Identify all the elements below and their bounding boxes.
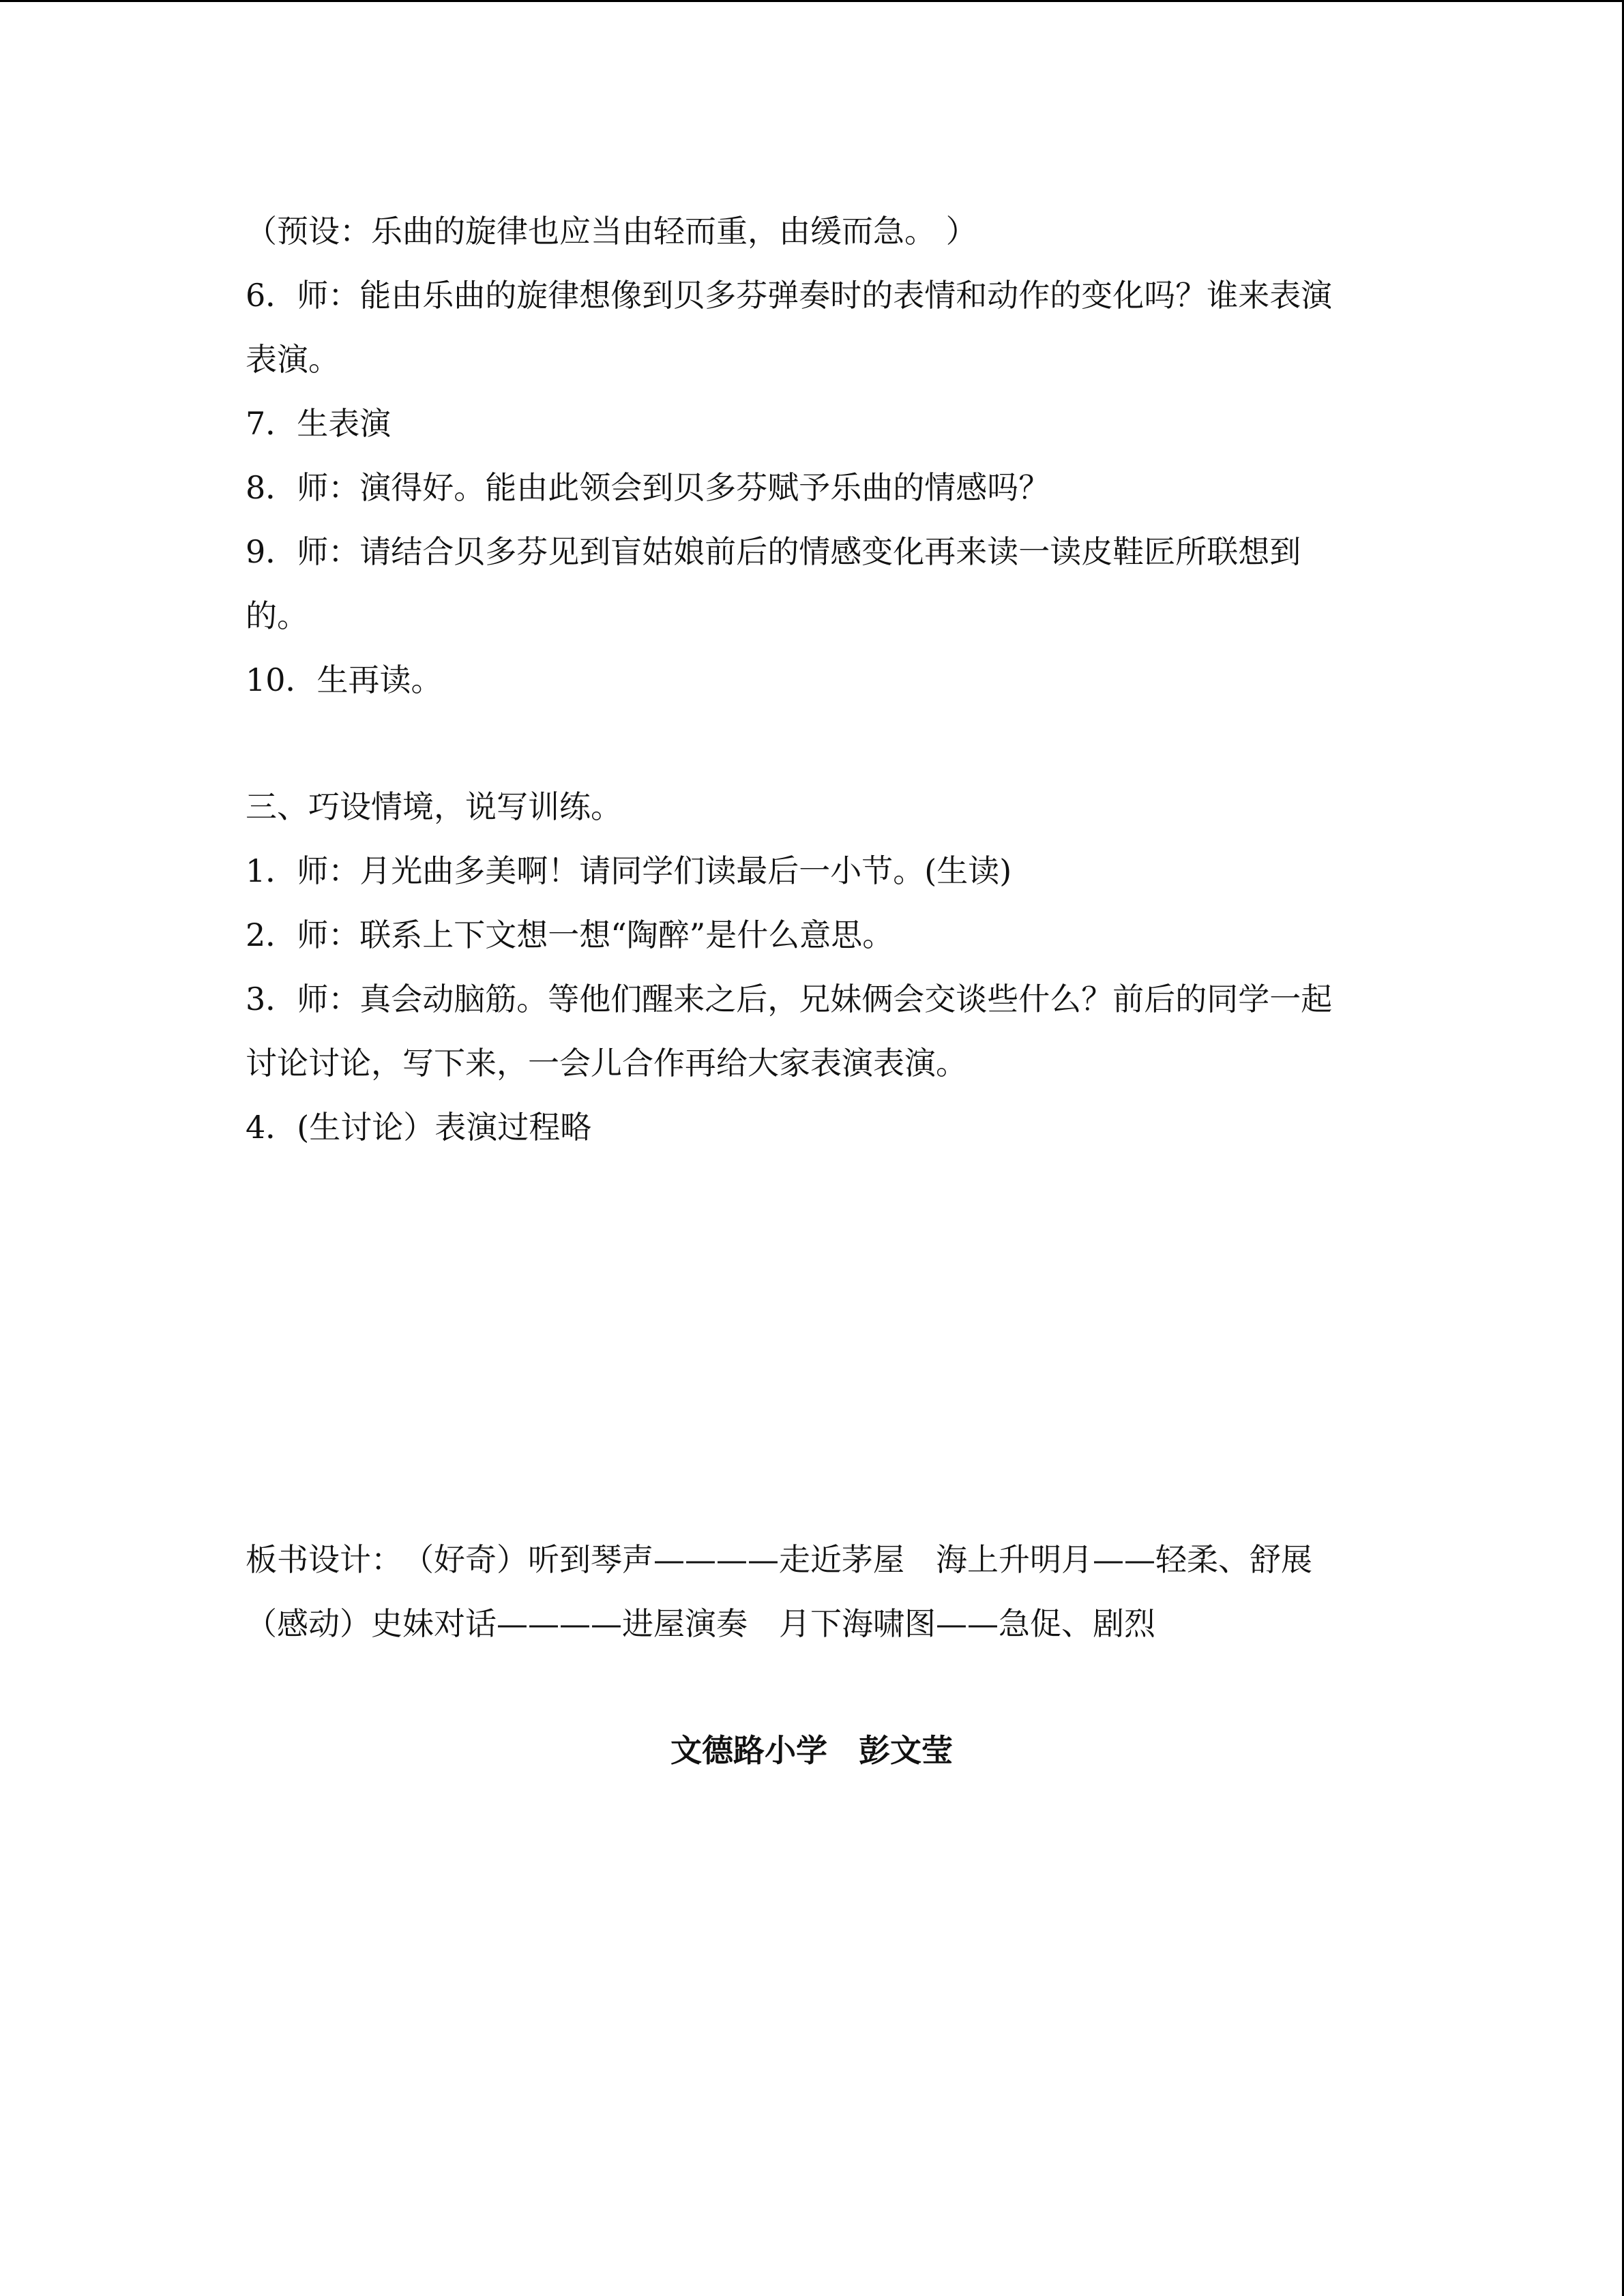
text-line: 表演。 bbox=[246, 341, 340, 378]
author-signature: 文德路小学 彭文莹 bbox=[670, 1732, 953, 1769]
text-line: 8．师：演得好。能由此领会到贝多芬赋予乐曲的情感吗？ bbox=[246, 469, 1050, 506]
spacer bbox=[246, 1159, 1378, 1527]
board-design-line: （感动）史妹对话————进屋演奏 月下海啸图——急促、剧烈 bbox=[246, 1605, 1155, 1642]
text-line: 9．师：请结合贝多芬见到盲姑娘前后的情感变化再来读一读皮鞋匠所联想到 bbox=[246, 533, 1301, 570]
text-line: 10．生再读。 bbox=[246, 661, 443, 698]
board-design bbox=[246, 1527, 1378, 1656]
text-line: 3．师：真会动脑筋。等他们醒来之后，兄妹俩会交谈些什么？前后的同学一起 bbox=[246, 981, 1333, 1017]
section-part1 bbox=[246, 199, 1378, 712]
board-design-line: 板书设计： （好奇）听到琴声————走近茅屋 海上升明月——轻柔、舒展 bbox=[246, 1541, 1312, 1578]
text-line: 2．师：联系上下文想一想“陶醉”是什么意思。 bbox=[246, 916, 894, 953]
text-line: 1．师：月光曲多美啊！请同学们读最后一小节。(生读) bbox=[246, 852, 1012, 889]
text-line: 6．师：能由乐曲的旋律想像到贝多芬弹奏时的表情和动作的变化吗？谁来表演 bbox=[246, 277, 1333, 314]
section-part2 bbox=[246, 775, 1378, 1159]
spacer bbox=[246, 712, 1378, 775]
section-heading: 三、巧设情境，说写训练。 bbox=[246, 788, 622, 825]
text-line: （预设：乐曲的旋律也应当由轻而重，由缓而急。 ） bbox=[246, 213, 977, 250]
text-line: 7．生表演 bbox=[246, 405, 392, 442]
text-line: 的。 bbox=[246, 597, 308, 634]
text-line: 4．(生讨论）表演过程略 bbox=[246, 1109, 592, 1146]
spacer bbox=[246, 1656, 1378, 1718]
page-top-border bbox=[0, 0, 1624, 2]
text-line: 讨论讨论，写下来，一会儿合作再给大家表演表演。 bbox=[246, 1045, 967, 1082]
document-body bbox=[246, 199, 1378, 1783]
